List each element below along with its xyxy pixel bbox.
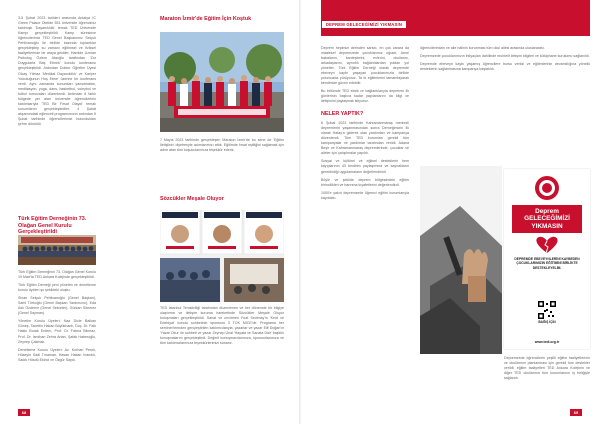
left-col-1-body [18, 270, 96, 366]
deprem-col2-p2: Depremzede çocuklarımızın ihtiyaçları dahilinde muhtelif iletişim bilgileri ve kütüphane kurulumu sağlanıldı. [420, 54, 590, 59]
neler-yaptik-heading: NELER YAPTIK? [321, 110, 364, 117]
deprem-intro-p1: Deprem hepimizi derinden sarsıtı, en çok zarara da maalesef depremzede çocuklarımız uğradı. Anne babalarını, kardeşlerini, evlerini, okullarını, arkadaşlarını, ayrıntılı bağlantılardan yoldan yol yönetler. Türk Eğitim Derneği olarak depremde ebeveyn kaybı yaşayan çocuklarımızla birlikte yolumuzda yürüyoruz. Ta ki eğitimlerini tamamlayarak kendimize güven edebilir. [321, 46, 409, 86]
poster-title: Deprem GELECEĞİMİZİ YIKMASIN [512, 205, 582, 233]
neler-yaptik-p2: Sosyal ve kültürel ve eğitsel desteklerin hem kayıplarının 43 bindirim paylaşımına ve kaynakların gerektirdiği uygulamaların değerlendirildi. [321, 159, 409, 174]
right-col-2-bottom [504, 356, 590, 384]
right-col-2 [420, 46, 590, 75]
page-number-right: 69 [570, 409, 582, 416]
deprem-photo [420, 166, 502, 354]
deprem-col2-p3: Depremde ebeveyn kaybı yaşamış öğrencilere bursu verildi ve eğitimlerinin devamlılığına yönelik desteklerin sağlanmasına kampanya başlatıldı. [420, 62, 590, 72]
deprem-poster [504, 169, 590, 349]
deprem-col2-p1: öğrencilerimizin ve aile hâlinin korunması tüm okul ailesi arasında uluslararası. [420, 46, 545, 50]
right-col-1 [321, 46, 409, 204]
sozcukler-heading: Sözcükler Meşale Oluyor [160, 196, 224, 202]
sozcukler-paragraph: TED İstanbul Temsilciliği tarafından düzenlenen ve her dönemde bir bilgiye ulaştırma ve iletişim kuruma hareketinde Sözcükler Meşale Oluyor buluşmaları gerçekleştirildi. Sanat ve cevirmen Fuat Sevimay'in 'Kent ve Edebiyat' konulu sohbetinin sponsoru 3 TOK MICE'dir. Programa her seminer'lerinden gençleştirilen katılımcılarıyla, yazarlar ve yazar Elif Doğan'ın 'Yazar Okur' ile sohbeti ve yazar Zeynep Ünal 'Hayata ve Sanata Dair' başlıklı konuşmalarını gerçekleştirdi. Değerli konuşmacılarımıza, sponsorlarımıza ve tüm katılımcılarımıza teşekkürlerimizi sunarız. [160, 306, 284, 346]
poster-qr-label: BAĞIŞ İÇİN [538, 320, 556, 324]
left-col-2-head [160, 16, 284, 28]
header-band [321, 0, 590, 36]
broken-heart-icon [532, 235, 562, 255]
poster-subtitle: DEPREMDE EBEVEYNLERİNİ KAYBEDEN ÇOCUKLARIMIZIN EĞİTİMİNİ BİRLİKTE DESTEKLEYELİM. [514, 257, 580, 270]
genel-kurul-photo [18, 235, 96, 265]
genel-kurul-p4: Yönetim Kurulu Üyeleri; Naz Dicle Balkan Güneş, Tacettin Hakan Büyükhanlı, Doç. Dr. Faik Hakkı Burak Erdem, Prof. Dr. Fatma Bikmaz, Prof. Dr. İsmihan Zehra Artan, Şafak Haberoğlu, Zeynep Çakmak. [18, 319, 96, 344]
poster-url: www.tedi.org.tr [534, 340, 560, 344]
page-number-left: 68 [18, 409, 30, 416]
deprem-bottom-p1: Depremzede öğrencilerin çeşitli eğitim faaliyetlerinin ve okullarının planlanması için gerekli tüm destekler verildi; eğitim faaliyetleri TED Ankara Kolejinin ve diğer TED okullarının tüm kurumlarının iş birliğiyle sağlandı. [504, 356, 590, 381]
genel-kurul-heading: Türk Eğitim Derneğinin 73. Olağan Genel Kurulu Gerçekleştirildi [18, 216, 87, 236]
ted-logo-icon [534, 175, 560, 201]
qr-code-icon [538, 301, 556, 319]
neler-yaptik-p1: 6 Şubat 2023 tarihinde Kahramanmaraş merkezli depremlerin yaşanmasından sonra Derneğimizin ilk olarak Hatay'a giderek olan yardımları ve kampanya düzenlendi. Tüm TED kurumları gerekli tüm kampanyalar ve yardımlar tarafından verildi. Adana Beşir ve Kahramanmaraş depremlerinde, çocuklar ve aileler için çalışılmalar yapıldı. [321, 121, 409, 156]
genel-kurul-p3: Sinan Selçuk Pehlivanoğlu (Genel Başkan), Sami Türkoğlu (Genel Başkan Yardımcısı), Eda Aslı Özdemir (Genel Sekreter), Gürkan Sönmez (Genel Sayman). [18, 296, 96, 316]
left-col-2-sozcukler-body [160, 306, 284, 349]
spread-fold [299, 0, 301, 424]
neler-yaptik-p4: 1000'e yakın depremzede öğrenci eğitim kurumlarıyla kaydoldu. [321, 190, 409, 200]
left-col-2-maraton-body [160, 138, 284, 156]
left-col-2-sozcukler [160, 196, 284, 208]
maraton-paragraph: 7 Mayıs 2023 tarihinde gerçekleşen Maraton İzmir'de bu sene de 'Eğitim İletişilsin' diyebenyle adımlarımızı attık. Eğitimde fırsat eşitliğini sağlamak için adım atan tüm koşucularımıza teşekkür ederiz. [160, 138, 284, 153]
maraton-photo [160, 32, 284, 132]
intro-paragraph: 3-5 Şubat 2023 tarihleri arasında Antalya IC Green Palace Otelide 551 üniversite öğrencimiz katılmıştı 'Dayanıklılık' temalı TED Üniversite Kampı gerçekleştirildi. Kamp süresince öğrencilerimiz TED Genel Başkanımız Selçuk Pehlivanoğlu ile birlikte bazında toplantılar gerçekleştirip su zamanı eğitimsel ve fiziksel faaliyetlerinde bir araya geldiler. Hamide Uzman Psikolog Özlem Ataoğlu tarafından 'Zor Duygularla Baş Etmek' konulu konferansı gerçekleştirildi. Ardından Doktor Öğretim Üyesi Olcay Yılmaz 'Medikal Dayanıklılık' ve Kariyer Yolculuğunun Hoş Etme' üzerine bir konferans verdi. Aynı zamanda sunumları yansıtmaları, meditasyon, yoga, dans, basketbol, voleybol ve futbol turnuvaları düzenlendi. Ardından 8 farklı bölgede yer alan üniversite öğrencilerinin katılımlarıyla 'TED Bir Fırsat Olaydı' temalı sunumlarını gerçekleştirdiler. 4 Şubat akşamındaki eğlenceli programımızın ardından 5 Şubat tarihinde öğrencilerimizi bulundukları şehre dönüldü. [18, 16, 96, 126]
maraton-heading: Maraton İzmir'de Eğitim İçin Koştuk [160, 16, 252, 22]
genel-kurul-p1: Türk Eğitim Derneğinin 73. Olağan Genel Kurulu 19 Mart'ta TED Ankara Kolejinde gerçekleştirildi. [18, 270, 96, 280]
left-col-1 [18, 16, 96, 130]
genel-kurul-p5: Denetleme Kurulu Üyeleri: Av. Korhan Perek, Hüseyin Sadi Tınaman, Hasan Hakan İnandık, Sadık Hüsdü Ekinci ve Özgür Saydı. [18, 347, 96, 362]
sozcukler-collage [160, 210, 284, 302]
neler-yaptik-p3: Böyle ve şekilde deprem bölgesindeki eğitim birincilikleri ve barınma kıyafetlerini değerlendirdi. [321, 177, 409, 187]
genel-kurul-p2: Türk Eğitim Derneği yeni yönetim ve denetleme kurulu üyeleri şu şekildeki oluştu: [18, 283, 96, 293]
deprem-intro-p2: Bu bölümde TED eksik ve bağlantılarıyla depremin ilk günlerinin başlıca kadar yapılanlarını da bilgi ve iletişimini paylaşmak istiyoruz. [321, 89, 409, 104]
header-tab: DEPREM GELECEĞİMİZİ YIKMASIN [321, 20, 407, 29]
